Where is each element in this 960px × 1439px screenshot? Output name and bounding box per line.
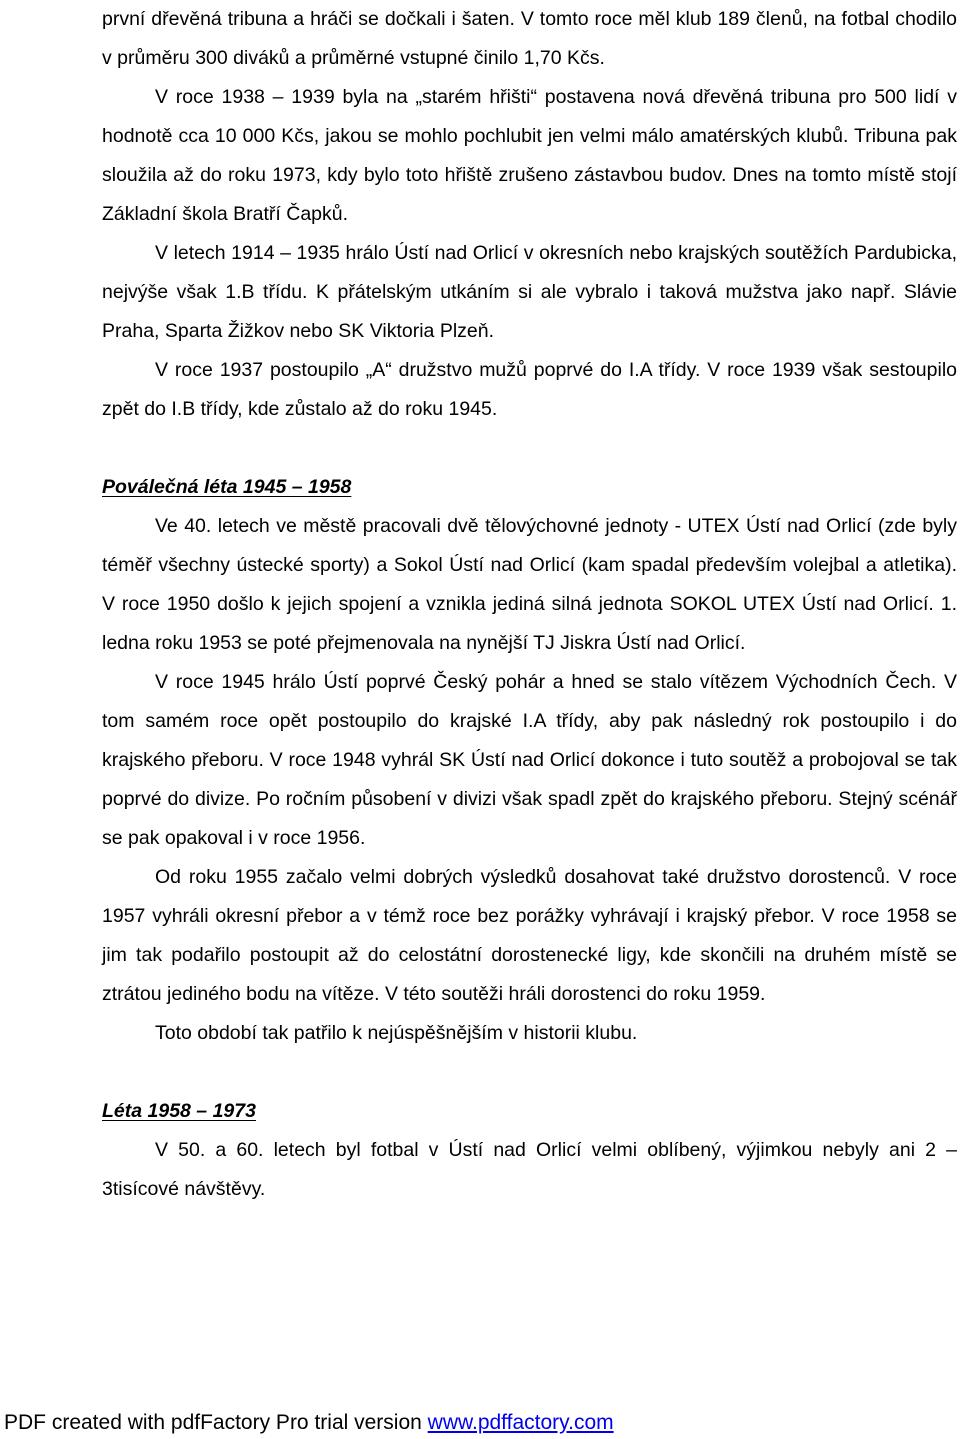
paragraph-continued: první dřevěná tribuna a hráči se dočkali i šaten. V tomto roce měl klub 189 členů, na fotbal chodilo v průměru 300 diváků a průměrné vstupné činilo 1,70 Kčs.	[102, 8, 957, 69]
document-page	[102, 0, 957, 1209]
paragraph-postup-1937: V roce 1937 postoupilo „A“ družstvo mužů poprvé do I.A třídy. V roce 1939 však sestoupilo zpět do I.B třídy, kde zůstalo až do roku 1945.	[102, 359, 957, 420]
paragraph-jednoty: Ve 40. letech ve městě pracovali dvě tělovýchovné jednoty - UTEX Ústí nad Orlicí (zde byly téměř všechny ústecké sporty) a Sokol Ústí nad Orlicí (kam spadal především volejbal a atletika). V roce 1950 došlo k jejich spojení a vznikla jediná silná jednota SOKOL UTEX Ústí nad Orlicí. 1. ledna roku 1953 se poté přejmenovala na nynější TJ Jiskra Ústí nad Orlicí.	[102, 515, 957, 654]
footer-text: PDF created with pdfFactory Pro trial version	[4, 1411, 428, 1434]
paragraph-souteze: V letech 1914 – 1935 hrálo Ústí nad Orlicí v okresních nebo krajských soutěžích Pardubicka, nejvýše však 1.B třídu. K přátelským utkáním si ale vybralo i taková mužstva jako např. Slávie Praha, Sparta Žižkov nebo SK Viktoria Plzeň.	[102, 242, 957, 342]
section-heading-leta-1958-1973: Léta 1958 – 1973	[102, 1100, 256, 1122]
section-heading-povalecna-leta: Poválečná léta 1945 – 1958	[102, 476, 352, 498]
paragraph-dorostenci: Od roku 1955 začalo velmi dobrých výsledků dosahovat také družstvo dorostenců. V roce 1957 vyhráli okresní přebor a v témž roce bez porážky vyhrávají i krajský přebor. V roce 1958 se jim tak podařilo postoupit až do celostátní dorostenecké ligy, kde skončili na druhém místě se ztrátou jediného bodu na vítěze. V této soutěži hráli dorostenci do roku 1959.	[102, 866, 957, 1005]
paragraph-oblibeny-fotbal: V 50. a 60. letech byl fotbal v Ústí nad Orlicí velmi oblíbený, výjimkou nebyly ani 2 – 3tisícové návštěvy.	[102, 1139, 957, 1200]
pdf-footer	[4, 1410, 614, 1436]
paragraph-tribuna: V roce 1938 – 1939 byla na „starém hřišti“ postavena nová dřevěná tribuna pro 500 lidí v hodnotě cca 10 000 Kčs, jakou se mohlo pochlubit jen velmi málo amatérských klubů. Tribuna pak sloužila až do roku 1973, kdy bylo toto hřiště zrušeno zástavbou budov. Dnes na tomto místě stojí Základní škola Bratří Čapků.	[102, 86, 957, 225]
paragraph-nejuspesnejsi: Toto období tak patřilo k nejúspěšnějším v historii klubu.	[155, 1022, 638, 1044]
footer-link[interactable]: www.pdffactory.com	[427, 1411, 614, 1434]
paragraph-cesky-pohar: V roce 1945 hrálo Ústí poprvé Český pohár a hned se stalo vítězem Východních Čech. V tom samém roce opět postoupilo do krajské I.A třídy, aby pak následný rok postoupilo i do krajského přeboru. V roce 1948 vyhrál SK Ústí nad Orlicí dokonce i tuto soutěž a probojoval se tak poprvé do divize. Po ročním působení v divizi však spadl zpět do krajského přeboru. Stejný scénář se pak opakoval i v roce 1956.	[102, 671, 957, 849]
spacer	[102, 1053, 957, 1092]
spacer	[102, 429, 957, 468]
